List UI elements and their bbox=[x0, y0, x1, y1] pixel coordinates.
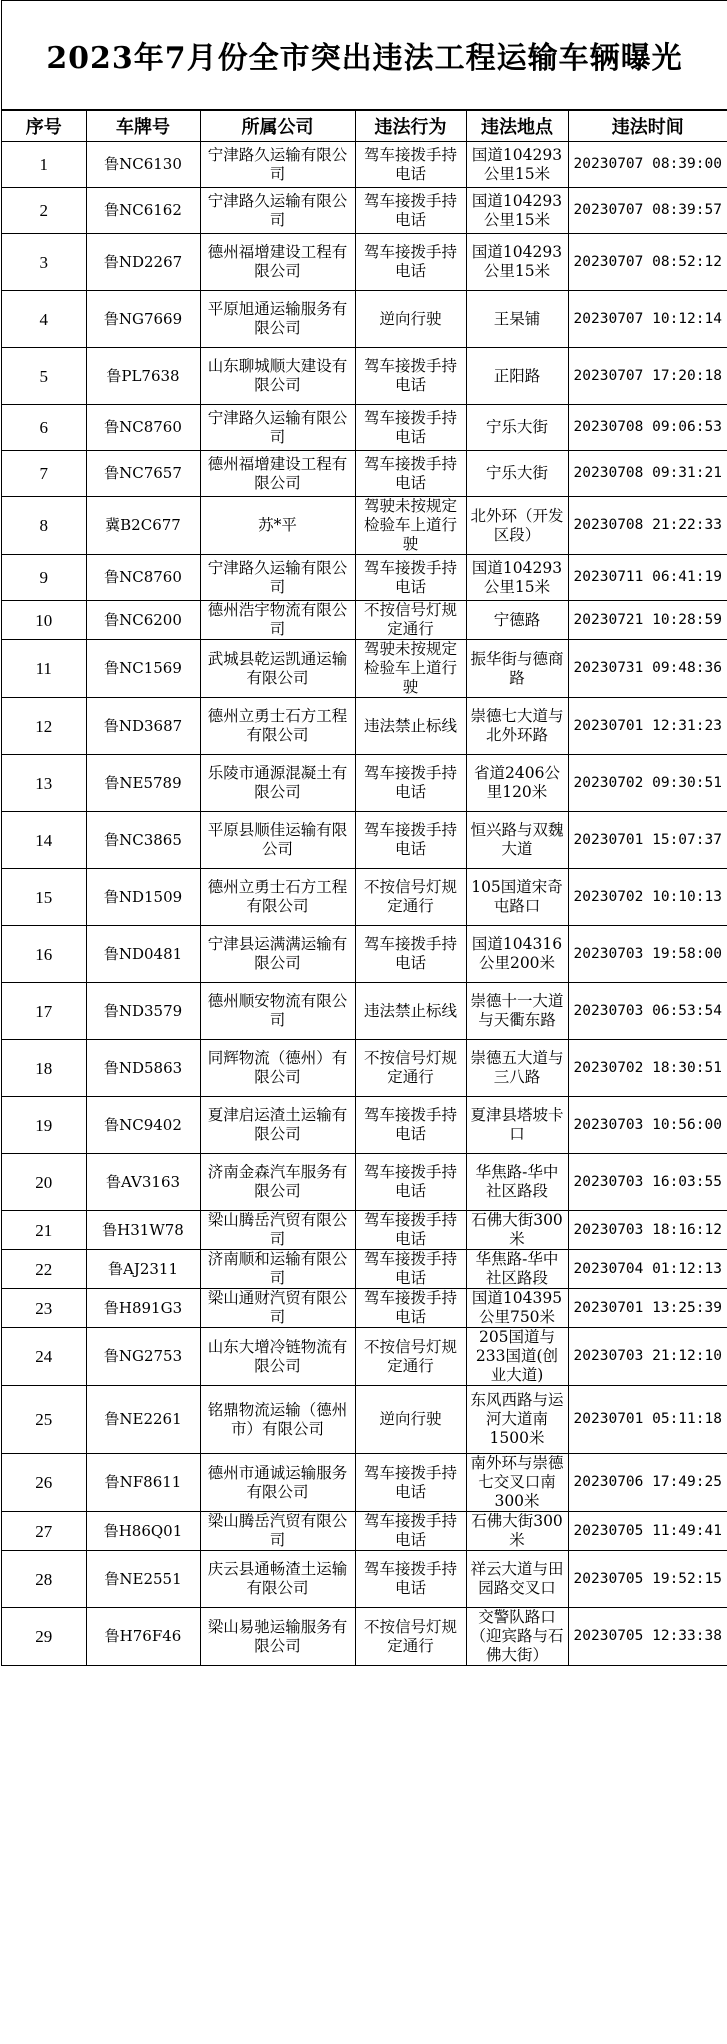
violation-type: 违法禁止标线 bbox=[355, 983, 466, 1040]
violation-time: 20230707 08:39:57 bbox=[568, 188, 727, 234]
violation-time: 20230703 18:16:12 bbox=[568, 1211, 727, 1250]
violation-location: 崇德十一大道与天衢东路 bbox=[466, 983, 568, 1040]
table-row bbox=[2, 1040, 727, 1097]
company-name: 庆云县通畅渣土运输有限公司 bbox=[200, 1551, 355, 1608]
company-name: 济南金森汽车服务有限公司 bbox=[200, 1154, 355, 1211]
violation-type: 驾车接拨手持电话 bbox=[355, 1097, 466, 1154]
violation-location: 国道104293公里15米 bbox=[466, 555, 568, 601]
violation-type: 违法禁止标线 bbox=[355, 698, 466, 755]
row-number: 1 bbox=[2, 142, 86, 188]
plate-number: 鲁NG2753 bbox=[86, 1328, 200, 1386]
company-name: 山东大增冷链物流有限公司 bbox=[200, 1328, 355, 1386]
company-name: 平原旭通运输服务有限公司 bbox=[200, 291, 355, 348]
row-number: 23 bbox=[2, 1289, 86, 1328]
company-name: 德州市通诚运输服务有限公司 bbox=[200, 1454, 355, 1512]
violation-time: 20230705 19:52:15 bbox=[568, 1551, 727, 1608]
table-row bbox=[2, 1608, 727, 1666]
table-row bbox=[2, 601, 727, 640]
plate-number: 鲁ND3687 bbox=[86, 698, 200, 755]
company-name: 铭鼎物流运输（德州市）有限公司 bbox=[200, 1386, 355, 1454]
violation-type: 不按信号灯规定通行 bbox=[355, 869, 466, 926]
plate-number: 鲁AV3163 bbox=[86, 1154, 200, 1211]
row-number: 25 bbox=[2, 1386, 86, 1454]
table-row bbox=[2, 926, 727, 983]
company-name: 济南顺和运输有限公司 bbox=[200, 1250, 355, 1289]
company-name: 山东聊城顺大建设有限公司 bbox=[200, 348, 355, 405]
violation-location: 崇德七大道与北外环路 bbox=[466, 698, 568, 755]
table-row bbox=[2, 1289, 727, 1328]
violation-location: 省道2406公里120米 bbox=[466, 755, 568, 812]
violation-location: 南外环与崇德七交叉口南300米 bbox=[466, 1454, 568, 1512]
table-row bbox=[2, 1328, 727, 1386]
plate-number: 鲁NE2551 bbox=[86, 1551, 200, 1608]
plate-number: 鲁ND3579 bbox=[86, 983, 200, 1040]
table-row bbox=[2, 1154, 727, 1211]
row-number: 17 bbox=[2, 983, 86, 1040]
violation-type: 驾车接拨手持电话 bbox=[355, 1454, 466, 1512]
plate-number: 鲁NC6130 bbox=[86, 142, 200, 188]
violation-location: 国道104293公里15米 bbox=[466, 142, 568, 188]
violation-type: 驾车接拨手持电话 bbox=[355, 926, 466, 983]
company-name: 梁山易驰运输服务有限公司 bbox=[200, 1608, 355, 1666]
table-row bbox=[2, 497, 727, 555]
violation-time: 20230707 08:39:00 bbox=[568, 142, 727, 188]
plate-number: 鲁NC1569 bbox=[86, 640, 200, 698]
violation-time: 20230703 16:03:55 bbox=[568, 1154, 727, 1211]
company-name: 宁津路久运输有限公司 bbox=[200, 188, 355, 234]
table-row bbox=[2, 1386, 727, 1454]
violation-type: 驾车接拨手持电话 bbox=[355, 188, 466, 234]
table-body bbox=[2, 142, 727, 1666]
row-number: 4 bbox=[2, 291, 86, 348]
violation-type: 不按信号灯规定通行 bbox=[355, 1040, 466, 1097]
row-number: 18 bbox=[2, 1040, 86, 1097]
violation-location: 石佛大街300米 bbox=[466, 1211, 568, 1250]
violation-time: 20230701 15:07:37 bbox=[568, 812, 727, 869]
violation-location: 祥云大道与田园路交叉口 bbox=[466, 1551, 568, 1608]
page-title: 2023年7月份全市突出违法工程运输车辆曝光 bbox=[2, 1, 727, 110]
column-header-violation: 违法行为 bbox=[355, 111, 466, 142]
violation-location: 东风西路与运河大道南1500米 bbox=[466, 1386, 568, 1454]
violation-location: 205国道与233国道(创业大道) bbox=[466, 1328, 568, 1386]
violation-time: 20230731 09:48:36 bbox=[568, 640, 727, 698]
plate-number: 鲁NC6162 bbox=[86, 188, 200, 234]
plate-number: 鲁PL7638 bbox=[86, 348, 200, 405]
violation-time: 20230707 08:52:12 bbox=[568, 234, 727, 291]
plate-number: 鲁NC7657 bbox=[86, 451, 200, 497]
row-number: 11 bbox=[2, 640, 86, 698]
table-row bbox=[2, 1454, 727, 1512]
table-row bbox=[2, 234, 727, 291]
violation-location: 石佛大街300米 bbox=[466, 1512, 568, 1551]
column-header-company: 所属公司 bbox=[200, 111, 355, 142]
table-row bbox=[2, 869, 727, 926]
plate-number: 鲁ND2267 bbox=[86, 234, 200, 291]
column-header-plate: 车牌号 bbox=[86, 111, 200, 142]
table-row bbox=[2, 348, 727, 405]
violation-type: 驾车接拨手持电话 bbox=[355, 234, 466, 291]
company-name: 德州立勇士石方工程有限公司 bbox=[200, 869, 355, 926]
violation-type: 驾车接拨手持电话 bbox=[355, 348, 466, 405]
violation-location: 正阳路 bbox=[466, 348, 568, 405]
plate-number: 鲁NC9402 bbox=[86, 1097, 200, 1154]
violation-time: 20230703 06:53:54 bbox=[568, 983, 727, 1040]
violation-location: 王杲铺 bbox=[466, 291, 568, 348]
company-name: 德州立勇士石方工程有限公司 bbox=[200, 698, 355, 755]
plate-number: 鲁ND0481 bbox=[86, 926, 200, 983]
table-row bbox=[2, 291, 727, 348]
row-number: 20 bbox=[2, 1154, 86, 1211]
plate-number: 鲁NC8760 bbox=[86, 405, 200, 451]
violation-time: 20230704 01:12:13 bbox=[568, 1250, 727, 1289]
table-row bbox=[2, 1512, 727, 1551]
violation-type: 驾车接拨手持电话 bbox=[355, 755, 466, 812]
violation-location: 宁德路 bbox=[466, 601, 568, 640]
header-row bbox=[2, 111, 727, 142]
company-name: 宁津路久运输有限公司 bbox=[200, 142, 355, 188]
violation-location: 宁乐大街 bbox=[466, 451, 568, 497]
violation-time: 20230703 10:56:00 bbox=[568, 1097, 727, 1154]
violation-time: 20230708 21:22:33 bbox=[568, 497, 727, 555]
violation-location: 华焦路-华中社区路段 bbox=[466, 1250, 568, 1289]
row-number: 14 bbox=[2, 812, 86, 869]
row-number: 2 bbox=[2, 188, 86, 234]
table-row bbox=[2, 1250, 727, 1289]
violation-type: 逆向行驶 bbox=[355, 1386, 466, 1454]
column-header-location: 违法地点 bbox=[466, 111, 568, 142]
violation-type: 驾驶未按规定检验车上道行驶 bbox=[355, 497, 466, 555]
plate-number: 鲁NE2261 bbox=[86, 1386, 200, 1454]
exposure-sheet bbox=[1, 0, 727, 1666]
row-number: 7 bbox=[2, 451, 86, 497]
violation-location: 北外环（开发区段） bbox=[466, 497, 568, 555]
violation-time: 20230705 11:49:41 bbox=[568, 1512, 727, 1551]
violation-type: 驾车接拨手持电话 bbox=[355, 142, 466, 188]
table-row bbox=[2, 698, 727, 755]
plate-number: 鲁NC6200 bbox=[86, 601, 200, 640]
table-row bbox=[2, 983, 727, 1040]
company-name: 德州福增建设工程有限公司 bbox=[200, 234, 355, 291]
table-row bbox=[2, 555, 727, 601]
violation-type: 驾车接拨手持电话 bbox=[355, 1551, 466, 1608]
table-row bbox=[2, 812, 727, 869]
row-number: 26 bbox=[2, 1454, 86, 1512]
row-number: 9 bbox=[2, 555, 86, 601]
company-name: 同辉物流（德州）有限公司 bbox=[200, 1040, 355, 1097]
violation-time: 20230702 10:10:13 bbox=[568, 869, 727, 926]
violation-location: 夏津县塔坡卡口 bbox=[466, 1097, 568, 1154]
row-number: 10 bbox=[2, 601, 86, 640]
plate-number: 鲁NC8760 bbox=[86, 555, 200, 601]
violation-time: 20230701 12:31:23 bbox=[568, 698, 727, 755]
row-number: 6 bbox=[2, 405, 86, 451]
violation-type: 驾车接拨手持电话 bbox=[355, 1211, 466, 1250]
row-number: 27 bbox=[2, 1512, 86, 1551]
row-number: 24 bbox=[2, 1328, 86, 1386]
violation-location: 交警队路口（迎宾路与石佛大街） bbox=[466, 1608, 568, 1666]
plate-number: 鲁H76F46 bbox=[86, 1608, 200, 1666]
violation-time: 20230711 06:41:19 bbox=[568, 555, 727, 601]
violation-type: 逆向行驶 bbox=[355, 291, 466, 348]
company-name: 德州顺安物流有限公司 bbox=[200, 983, 355, 1040]
table-row bbox=[2, 451, 727, 497]
violation-time: 20230705 12:33:38 bbox=[568, 1608, 727, 1666]
table-row bbox=[2, 640, 727, 698]
violations-table bbox=[2, 110, 727, 1665]
row-number: 12 bbox=[2, 698, 86, 755]
row-number: 29 bbox=[2, 1608, 86, 1666]
violation-type: 不按信号灯规定通行 bbox=[355, 1328, 466, 1386]
plate-number: 鲁ND1509 bbox=[86, 869, 200, 926]
violation-type: 驾车接拨手持电话 bbox=[355, 1512, 466, 1551]
violation-location: 崇德五大道与三八路 bbox=[466, 1040, 568, 1097]
plate-number: 鲁NC3865 bbox=[86, 812, 200, 869]
company-name: 梁山通财汽贸有限公司 bbox=[200, 1289, 355, 1328]
column-header-time: 违法时间 bbox=[568, 111, 727, 142]
violation-time: 20230703 21:12:10 bbox=[568, 1328, 727, 1386]
company-name: 宁津路久运输有限公司 bbox=[200, 405, 355, 451]
row-number: 8 bbox=[2, 497, 86, 555]
table-row bbox=[2, 142, 727, 188]
table-row bbox=[2, 188, 727, 234]
plate-number: 鲁ND5863 bbox=[86, 1040, 200, 1097]
column-header-no: 序号 bbox=[2, 111, 86, 142]
violation-location: 国道104293公里15米 bbox=[466, 188, 568, 234]
violation-type: 驾车接拨手持电话 bbox=[355, 812, 466, 869]
company-name: 平原县顺佳运输有限公司 bbox=[200, 812, 355, 869]
violation-time: 20230706 17:49:25 bbox=[568, 1454, 727, 1512]
violation-type: 驾车接拨手持电话 bbox=[355, 555, 466, 601]
violation-type: 驾车接拨手持电话 bbox=[355, 1250, 466, 1289]
violation-location: 振华街与德商路 bbox=[466, 640, 568, 698]
violation-location: 华焦路-华中社区路段 bbox=[466, 1154, 568, 1211]
company-name: 夏津启运渣土运输有限公司 bbox=[200, 1097, 355, 1154]
company-name: 德州福增建设工程有限公司 bbox=[200, 451, 355, 497]
violation-location: 恒兴路与双魏大道 bbox=[466, 812, 568, 869]
row-number: 15 bbox=[2, 869, 86, 926]
table-row bbox=[2, 755, 727, 812]
plate-number: 鲁NG7669 bbox=[86, 291, 200, 348]
row-number: 28 bbox=[2, 1551, 86, 1608]
row-number: 16 bbox=[2, 926, 86, 983]
plate-number: 冀B2C677 bbox=[86, 497, 200, 555]
company-name: 梁山腾岳汽贸有限公司 bbox=[200, 1512, 355, 1551]
company-name: 宁津路久运输有限公司 bbox=[200, 555, 355, 601]
violation-time: 20230701 13:25:39 bbox=[568, 1289, 727, 1328]
row-number: 5 bbox=[2, 348, 86, 405]
violation-type: 不按信号灯规定通行 bbox=[355, 1608, 466, 1666]
violation-location: 宁乐大街 bbox=[466, 405, 568, 451]
row-number: 22 bbox=[2, 1250, 86, 1289]
table-row bbox=[2, 1097, 727, 1154]
violation-type: 不按信号灯规定通行 bbox=[355, 601, 466, 640]
row-number: 3 bbox=[2, 234, 86, 291]
company-name: 宁津县运满满运输有限公司 bbox=[200, 926, 355, 983]
violation-time: 20230721 10:28:59 bbox=[568, 601, 727, 640]
violation-type: 驾车接拨手持电话 bbox=[355, 405, 466, 451]
row-number: 19 bbox=[2, 1097, 86, 1154]
violation-time: 20230702 18:30:51 bbox=[568, 1040, 727, 1097]
violation-location: 国道104395公里750米 bbox=[466, 1289, 568, 1328]
plate-number: 鲁NF8611 bbox=[86, 1454, 200, 1512]
violation-type: 驾驶未按规定检验车上道行驶 bbox=[355, 640, 466, 698]
company-name: 武城县乾运凯通运输有限公司 bbox=[200, 640, 355, 698]
violation-time: 20230703 19:58:00 bbox=[568, 926, 727, 983]
violation-type: 驾车接拨手持电话 bbox=[355, 451, 466, 497]
violation-location: 国道104293公里15米 bbox=[466, 234, 568, 291]
violation-time: 20230701 05:11:18 bbox=[568, 1386, 727, 1454]
table-row bbox=[2, 1211, 727, 1250]
plate-number: 鲁H891G3 bbox=[86, 1289, 200, 1328]
plate-number: 鲁AJ2311 bbox=[86, 1250, 200, 1289]
violation-time: 20230708 09:06:53 bbox=[568, 405, 727, 451]
plate-number: 鲁H31W78 bbox=[86, 1211, 200, 1250]
company-name: 乐陵市通源混凝土有限公司 bbox=[200, 755, 355, 812]
violation-location: 国道104316公里200米 bbox=[466, 926, 568, 983]
company-name: 德州浩宇物流有限公司 bbox=[200, 601, 355, 640]
row-number: 13 bbox=[2, 755, 86, 812]
plate-number: 鲁NE5789 bbox=[86, 755, 200, 812]
violation-type: 驾车接拨手持电话 bbox=[355, 1154, 466, 1211]
violation-type: 驾车接拨手持电话 bbox=[355, 1289, 466, 1328]
plate-number: 鲁H86Q01 bbox=[86, 1512, 200, 1551]
row-number: 21 bbox=[2, 1211, 86, 1250]
violation-location: 105国道宋奇屯路口 bbox=[466, 869, 568, 926]
violation-time: 20230707 17:20:18 bbox=[568, 348, 727, 405]
violation-time: 20230708 09:31:21 bbox=[568, 451, 727, 497]
violation-time: 20230702 09:30:51 bbox=[568, 755, 727, 812]
table-row bbox=[2, 1551, 727, 1608]
company-name: 苏*平 bbox=[200, 497, 355, 555]
violation-time: 20230707 10:12:14 bbox=[568, 291, 727, 348]
company-name: 梁山腾岳汽贸有限公司 bbox=[200, 1211, 355, 1250]
table-row bbox=[2, 405, 727, 451]
